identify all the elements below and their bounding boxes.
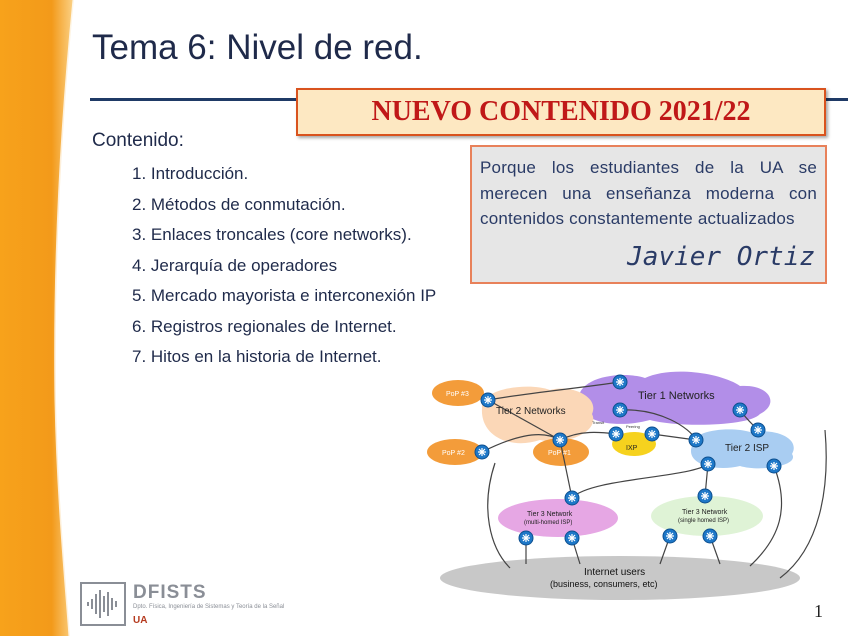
waveform-logo-icon — [80, 582, 126, 626]
toc-item: 6. Registros regionales de Internet. — [132, 316, 397, 336]
tier2-networks-label: Tier 2 Networks — [496, 406, 566, 417]
new-content-banner — [296, 88, 826, 136]
ixp-label: IXP — [626, 445, 638, 452]
quote-box — [470, 145, 827, 284]
users-sub: (business, consumers, etc) — [550, 579, 658, 589]
network-hierarchy-diagram — [420, 368, 836, 600]
logo-ua: UA — [133, 615, 148, 626]
tier1-label: Tier 1 Networks — [638, 390, 715, 402]
orange-sidebar-decoration — [0, 0, 80, 636]
contents-label: Contenido: — [92, 130, 184, 151]
pop2-label: PoP #2 — [442, 450, 465, 457]
tier3-single-label: Tier 3 Network — [682, 509, 728, 516]
toc-item: 1. Introducción. — [132, 164, 249, 183]
tier2-isp-label: Tier 2 ISP — [725, 443, 770, 454]
table-of-contents — [132, 163, 436, 377]
internet-users-cloud — [440, 556, 800, 600]
toc-item: 2. Métodos de conmutación. — [132, 194, 346, 214]
peering-label: Peering — [626, 424, 640, 429]
logo-name: DFISTS — [133, 582, 207, 603]
banner-text: NUEVO CONTENIDO 2021/22 — [371, 96, 751, 127]
users-label: Internet users — [584, 567, 646, 578]
tier3-multi-label: Tier 3 Network — [527, 511, 573, 518]
tier3-multi-cloud — [498, 499, 618, 537]
dfists-logo — [80, 582, 330, 630]
pop3-label: PoP #3 — [446, 391, 469, 398]
tier3-single-sub: (single homed ISP) — [678, 518, 730, 524]
toc-item: 4. Jerarquía de operadores — [132, 255, 338, 275]
transit-label: Transit — [592, 420, 605, 425]
logo-subtitle: Dpto. Física, Ingeniería de Sistemas y Teoría de la Señal — [133, 604, 285, 610]
toc-item: 7. Hitos en la historia de Internet. — [132, 347, 382, 366]
quote-author: Javier Ortiz — [627, 242, 815, 272]
toc-item: 3. Enlaces troncales (core networks). — [132, 225, 412, 244]
quote-text: Porque los estudiantes de la UA se merecen una enseñanza moderna con contenidos constantemente actualizados — [480, 158, 817, 228]
toc-item: 5. Mercado mayorista e interconexión IP — [132, 286, 437, 305]
slide-title: Tema 6: Nivel de red. — [92, 28, 423, 67]
pop1-label: PoP #1 — [548, 450, 571, 457]
page-number: 1 — [814, 601, 823, 621]
tier3-multi-sub: (multi-homed ISP) — [524, 520, 573, 526]
